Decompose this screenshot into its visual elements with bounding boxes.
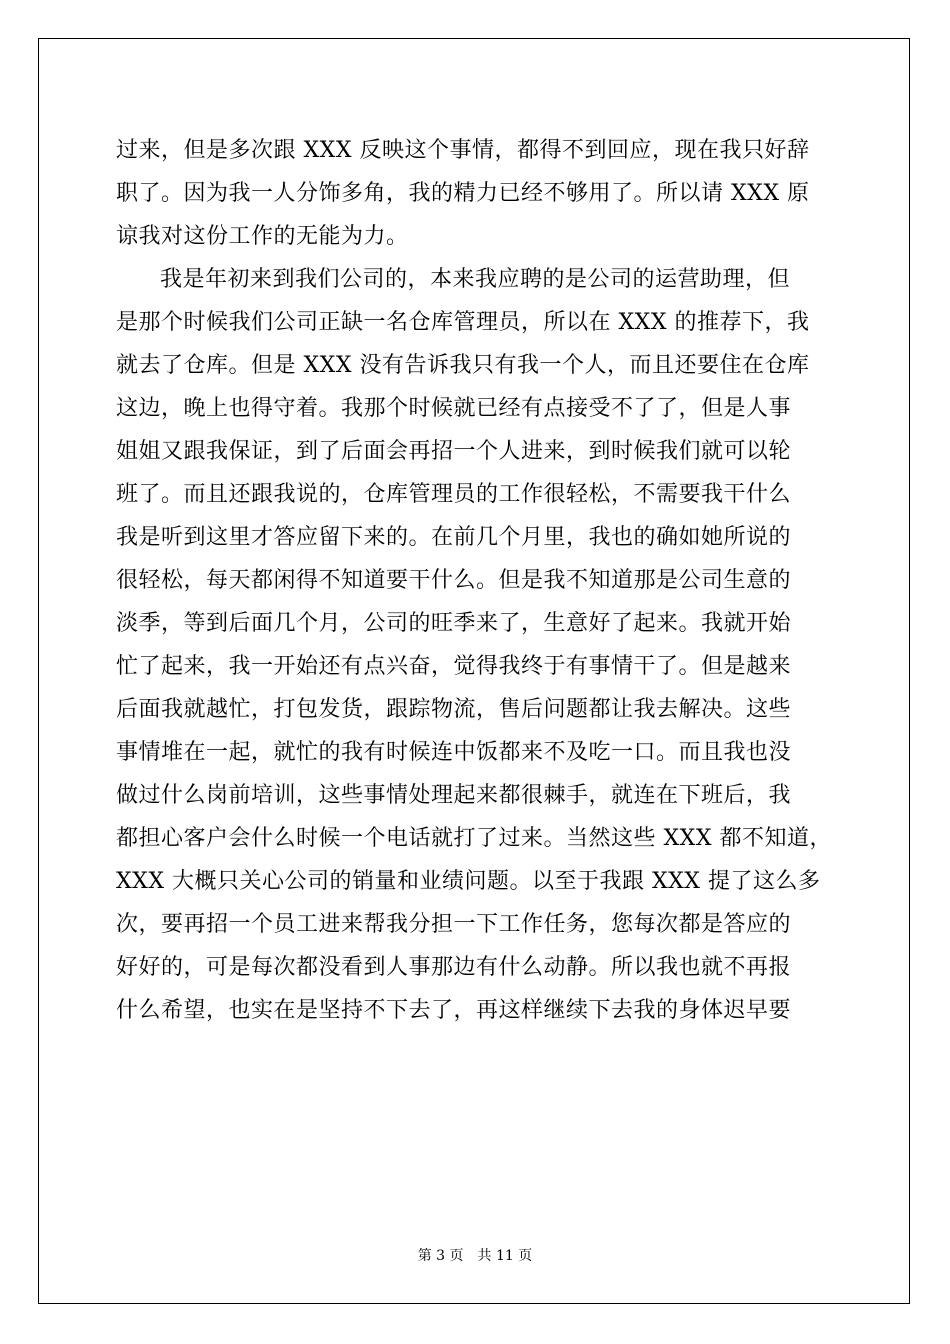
text-line: 次，要再招一个员工进来帮我分担一下工作任务，您每次都是答应的 xyxy=(116,912,792,937)
text-line: 事情堆在一起，就忙的我有时候连中饭都来不及吃一口。而且我也没 xyxy=(116,740,792,765)
text-line: 就去了仓库。但是 XXX 没有告诉我只有我一个人，而且还要住在仓库 xyxy=(116,353,810,378)
text-line: 班了。而且还跟我说的，仓库管理员的工作很轻松，不需要我干什么 xyxy=(116,482,792,507)
paragraph-start-line: 我是年初来到我们公司的，本来我应聘的是公司的运营助理，但 xyxy=(160,267,791,292)
text-line: 这边，晚上也得守着。我那个时候就已经有点接受不了了，但是人事 xyxy=(116,396,792,421)
text-line: XXX 大概只关心公司的销量和业绩问题。以至于我跟 XXX 提了这么多 xyxy=(116,869,821,894)
text-line: 都担心客户会什么时候一个电话就打了过来。当然这些 XXX 都不知道， xyxy=(116,826,832,851)
text-line: 忙了起来，我一开始还有点兴奋，觉得我终于有事情干了。但是越来 xyxy=(116,654,792,679)
text-line: 我是听到这里才答应留下来的。在前几个月里，我也的确如她所说的 xyxy=(116,525,792,550)
text-line: 是那个时候我们公司正缺一名仓库管理员，所以在 XXX 的推荐下，我 xyxy=(116,310,810,335)
text-line: 好好的，可是每次都没看到人事那边有什么动静。所以我也就不再报 xyxy=(116,955,792,980)
text-line: 过来，但是多次跟 XXX 反映这个事情，都得不到回应，现在我只好辞 xyxy=(116,138,810,163)
page-number: 第 3 页 xyxy=(417,1248,464,1264)
text-line: 职了。因为我一人分饰多角，我的精力已经不够用了。所以请 XXX 原 xyxy=(116,181,810,206)
text-line: 谅我对这份工作的无能为力。 xyxy=(116,224,409,249)
page-total: 共 11 页 xyxy=(477,1248,533,1264)
text-line: 很轻松，每天都闲得不知道要干什么。但是我不知道那是公司生意的 xyxy=(116,568,792,593)
document-body xyxy=(116,129,836,1032)
text-line: 做过什么岗前培训，这些事情处理起来都很棘手，就连在下班后，我 xyxy=(116,783,792,808)
text-line: 淡季，等到后面几个月，公司的旺季来了，生意好了起来。我就开始 xyxy=(116,611,792,636)
page-footer xyxy=(0,1245,950,1265)
text-line: 姐姐又跟我保证，到了后面会再招一个人进来，到时候我们就可以轮 xyxy=(116,439,792,464)
text-line: 什么希望，也实在是坚持不下去了，再这样继续下去我的身体迟早要 xyxy=(116,998,792,1023)
text-line: 后面我就越忙，打包发货，跟踪物流，售后问题都让我去解决。这些 xyxy=(116,697,792,722)
